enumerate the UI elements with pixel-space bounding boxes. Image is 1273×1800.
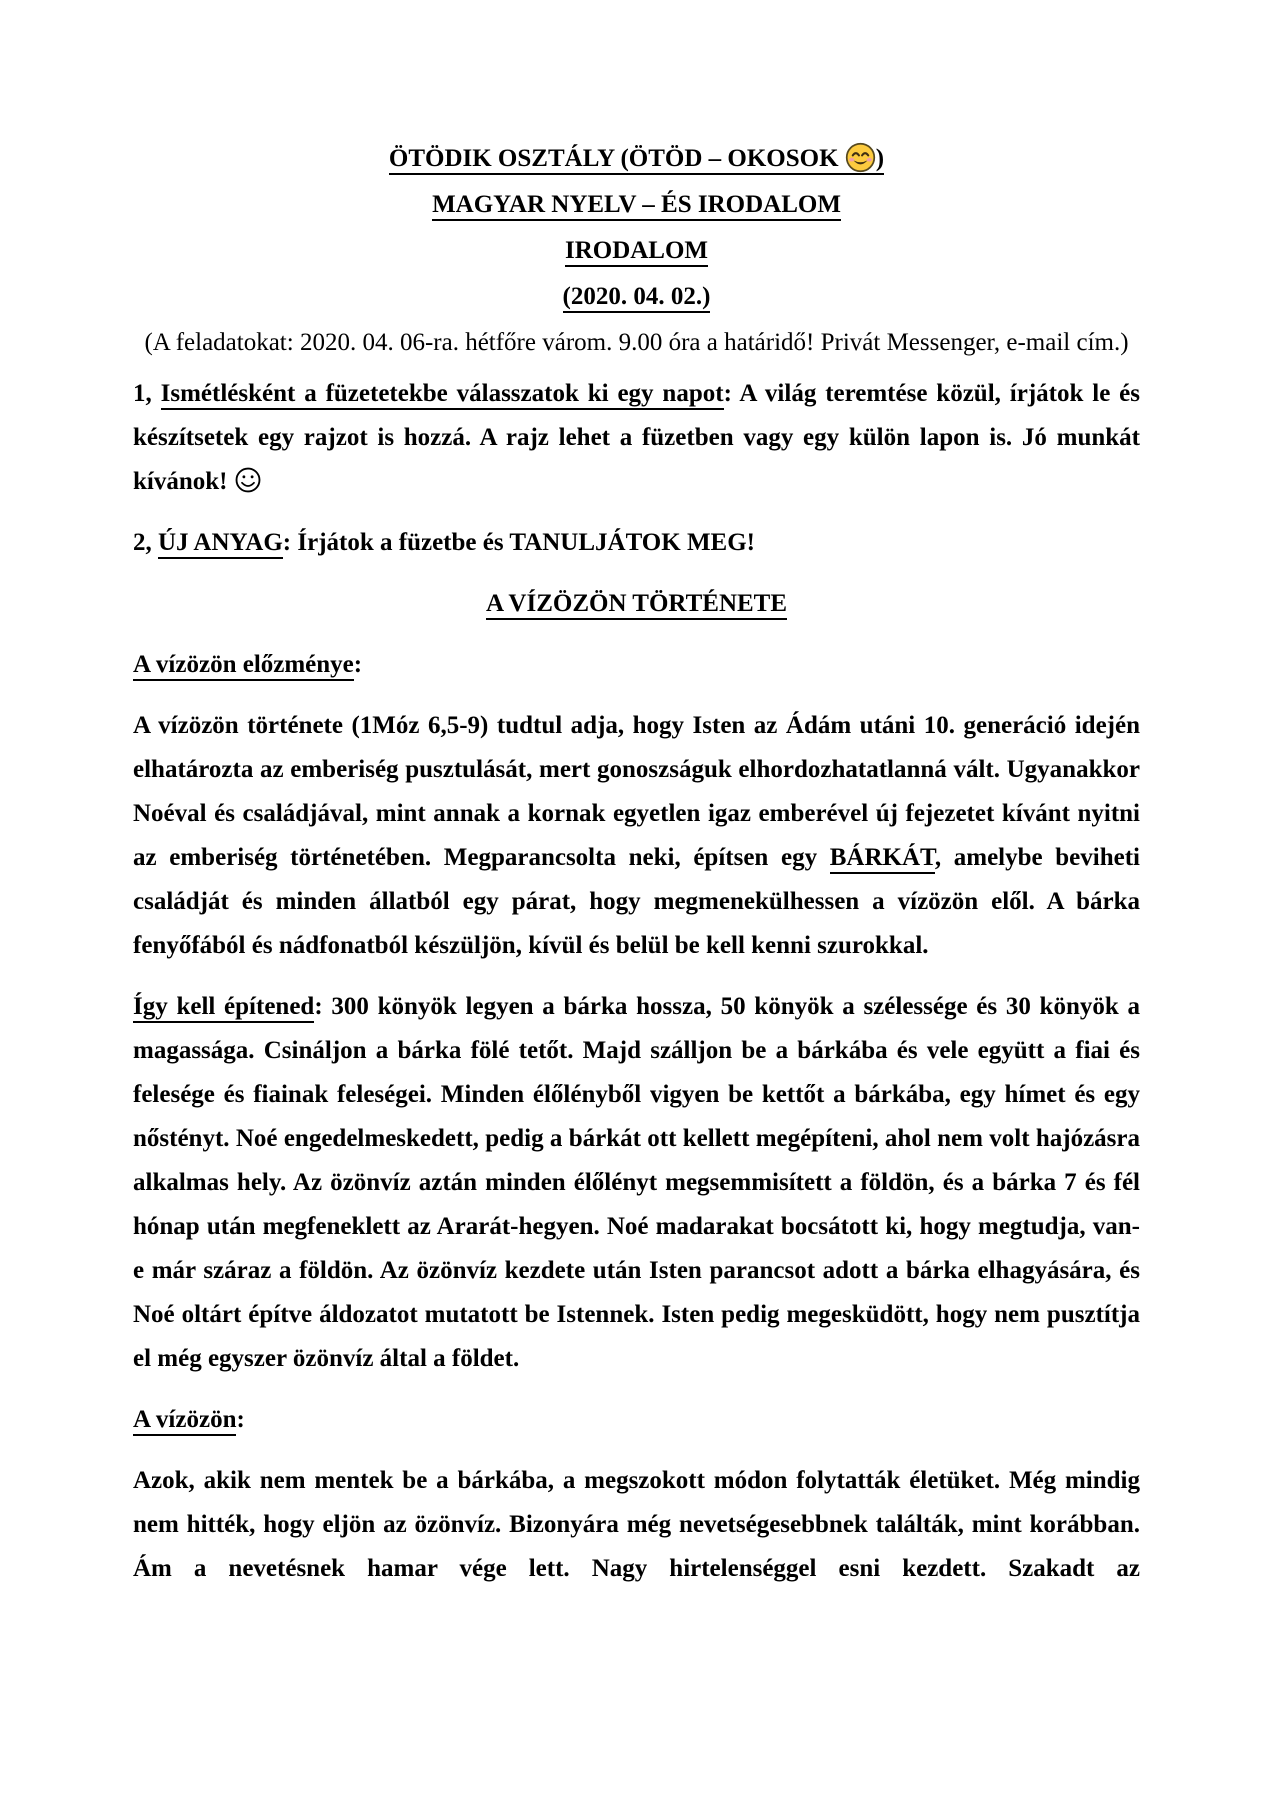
section-1-heading: [133, 643, 1140, 687]
section-1-p1-part1: A vízözön története (1Móz 6,5-9) tudtul adja, hogy Isten az Ádám utáni 10. generáció idején elhatározta az emberiség pusztulását, mert gonoszságuk elhordozhatatlanná vált. Ugyanakkor Noéval és családjával, mint annak a kornak egyetlen igaz emberével új fejezetet kívánt nyitni az emberiség történetében. Megparancsolta neki, építsen egy: [133, 712, 1140, 871]
section-1-p2-text: : 300 könyök legyen a bárka hossza, 50 könyök a szélessége és 30 könyök a magassága. Csináljon a bárka fölé tetőt. Majd szálljon be a bárkába és vele együtt a fiai és felesége és fiainak feleségei. Minden élőlényből vigyen be kettőt a bárkába, egy hímet és egy nőstényt. Noé engedelmeskedett, pedig a bárkát ott kellett megépíteni, ahol nem volt hajózásra alkalmas hely. Az özönvíz aztán minden élőlényt megsemmisített a földön, és a bárka 7 és fél hónap után megfeneklett az Ararát-hegyen. Noé madarakat bocsátott ki, hogy megtudja, van-e már száraz a földön. Az özönvíz kezdete után Isten parancsot adott a bárka elhagyására, és Noé oltárt építve áldozatot mutatott be Istennek. Isten pedig megesküdött, hogy nem pusztítja el még egyszer özönvíz által a földet.: [133, 993, 1140, 1372]
document-header: [133, 136, 1140, 366]
title-line-2: [133, 182, 1140, 228]
section-1-heading-text: A vízözön előzménye: [133, 651, 354, 681]
task-1-paragraph: [133, 372, 1140, 504]
task-1-number: 1,: [133, 380, 161, 407]
section-2-paragraph: Azok, akik nem mentek be a bárkába, a megszokott módon folytatták életüket. Még mindig nem hitték, hogy eljön az özönvíz. Bizonyára még nevetségesebbnek találták, mint korábban. Ám a nevetésnek hamar vége lett. Nagy hirtelenséggel esni kezdett. Szakadt az: [133, 1467, 1140, 1582]
deadline-note: (A feladatokat: 2020. 04. 06-ra. hétfőre várom. 9.00 óra a határidő! Privát Messenger, e-mail cím.): [144, 329, 1129, 356]
smiling-emoji-icon: [845, 142, 876, 173]
section-2-heading-colon: :: [236, 1406, 245, 1433]
task-1-underlined-text: Ismétlésként a füzetetekbe válasszatok ki egy napot: [161, 380, 724, 410]
title-date-text: (2020. 04. 02.): [563, 283, 711, 313]
section-1-p1-part2: , amelybe beviheti családját és minden állatból egy párat, hogy megmenekülhessen a vízözön elől. A bárka fenyőfából és nádfonatból készüljön, kívül és belül be kell kenni szurokkal.: [133, 844, 1140, 959]
title-date-line: [133, 274, 1140, 320]
task-2-text: : Írjátok a füzetbe és TANULJÁTOK MEG!: [282, 529, 755, 556]
title-line-2-text: MAGYAR NYELV – ÉS IRODALOM: [432, 191, 841, 221]
story-title: [133, 582, 1140, 626]
task-2-number: 2,: [133, 529, 158, 556]
section-1-paragraph-2: [133, 985, 1140, 1381]
section-2-heading: [133, 1398, 1140, 1442]
section-2-heading-text: A vízözön: [133, 1406, 236, 1436]
title-line-3-text: IRODALOM: [565, 237, 708, 267]
task-1-text: : A világ teremtése közül, írjátok le és készítsetek egy rajzot is hozzá. A rajz lehet a füzetben vagy egy külön lapon is. Jó munkát kívánok!: [133, 380, 1140, 495]
title-line-1-suffix: ): [875, 145, 885, 172]
title-line-1-text: ÖTÖDIK OSZTÁLY (ÖTÖD – OKOSOK: [388, 145, 845, 172]
title-line-1-underline: [389, 145, 884, 175]
section-1-p2-underlined-text: Így kell építened: [133, 993, 314, 1023]
section-1-p1-underlined-text: BÁRKÁT: [830, 844, 935, 874]
task-2-paragraph: [133, 521, 1140, 565]
title-line-3: [133, 228, 1140, 274]
task-2-underlined-text: ÚJ ANYAG: [158, 529, 283, 559]
section-1-paragraph-1: [133, 704, 1140, 968]
story-title-text: A VÍZÖZÖN TÖRTÉNETE: [486, 590, 787, 620]
title-line-1: [133, 136, 1140, 182]
smiley-face-icon: [234, 466, 262, 494]
section-1-heading-colon: :: [353, 651, 363, 678]
